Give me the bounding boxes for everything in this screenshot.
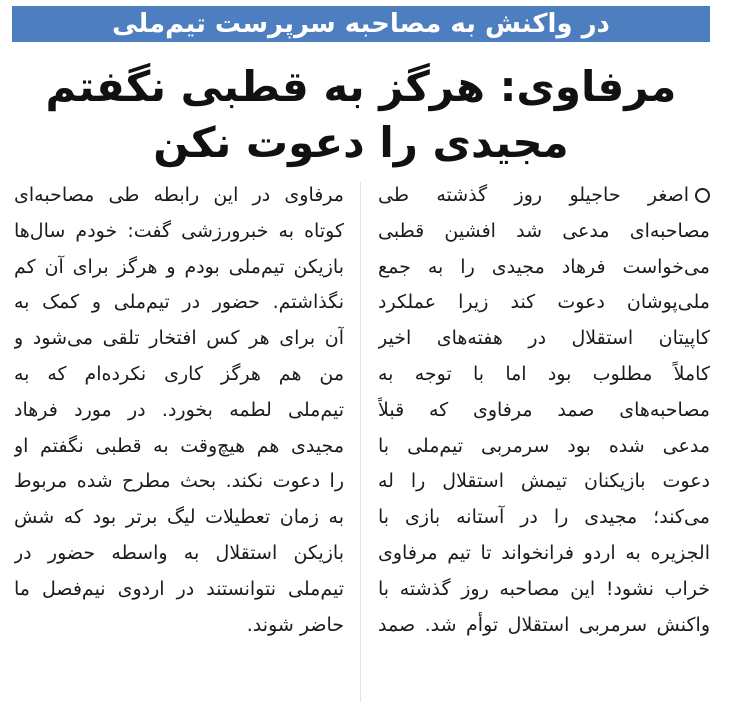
circle-bullet-icon — [695, 188, 710, 203]
paragraph-line: حاضر شوند. — [246, 613, 344, 636]
paragraph-line: اصغر حاجیلو روز گذشته طی — [378, 178, 710, 214]
paragraph-line: تیم‌ملی نتوانستند در اردوی نیم‌فصل ما — [14, 577, 344, 600]
paragraph-line: مجیدی هم هیچ‌وقت به قطبی نگفتم او — [14, 434, 344, 457]
article-column-left — [14, 178, 344, 643]
article-column-right — [378, 178, 710, 643]
headline-line-2: مجیدی را دعوت نکن — [153, 118, 569, 167]
paragraph-line: مدعی شده بود سرمربی تیم‌ملی با — [378, 434, 710, 457]
kicker-text: در واکنش به مصاحبه سرپرست تیم‌ملی — [112, 9, 610, 39]
paragraph-line: کاملاً مطلوب بود اما با توجه به — [378, 362, 710, 385]
paragraph-line: دعوت بازیکنان تیمش استقلال را له — [378, 470, 710, 493]
paragraph-line: واکنش سرمربی استقلال توأم شد. صمد — [378, 613, 710, 636]
paragraph-line: را دعوت نکند. بحث مطرح شده مربوط — [14, 470, 344, 493]
paragraph-line: بازیکن تیم‌ملی بودم و هرگز برای آن کم — [14, 255, 344, 278]
paragraph-line: می‌کند؛ مجیدی را در آستانه بازی با — [378, 506, 710, 529]
paragraph-line: مرفاوی در این رابطه طی مصاحبه‌ای — [14, 184, 344, 206]
kicker-banner — [12, 6, 710, 42]
paragraph-line: من هم هرگز کاری نکرده‌ام که به — [14, 362, 344, 385]
column-divider — [360, 182, 361, 702]
paragraph-line: آن برای هر کس افتخار تلقی می‌شود و — [14, 327, 344, 350]
headline-line-1: مرفاوی: هرگز به قطبی نگفتم — [45, 62, 677, 111]
paragraph-line: به زمان تعطیلات لیگ برتر بود که شش — [14, 506, 344, 529]
paragraph-line: کوتاه به خبرورزشی گفت: خودم سال‌ها — [14, 219, 344, 242]
paragraph-line: تیم‌ملی لطمه بخورد. در مورد فرهاد — [14, 398, 344, 421]
paragraph-line: مصاحبه‌ای مدعی شد افشین قطبی — [378, 219, 710, 242]
paragraph-line: کاپیتان استقلال در هفته‌های اخیر — [378, 327, 710, 350]
paragraph-line: خراب نشود! این مصاحبه روز گذشته با — [378, 577, 710, 600]
paragraph-line: مصاحبه‌های صمد مرفاوی که قبلاً — [378, 398, 710, 421]
paragraph-line: نگذاشتم. حضور در تیم‌ملی و کمک به — [14, 291, 344, 314]
paragraph-line: الجزیره به اردو فرانخواند تا تیم مرفاوی — [378, 541, 710, 564]
paragraph-line: بازیکن استقلال به واسطه حضور در — [14, 541, 344, 564]
paragraph-line: ملی‌پوشان دعوت کند زیرا عملکرد — [378, 291, 710, 314]
paragraph-line: می‌خواست فرهاد مجیدی را به جمع — [378, 255, 710, 278]
